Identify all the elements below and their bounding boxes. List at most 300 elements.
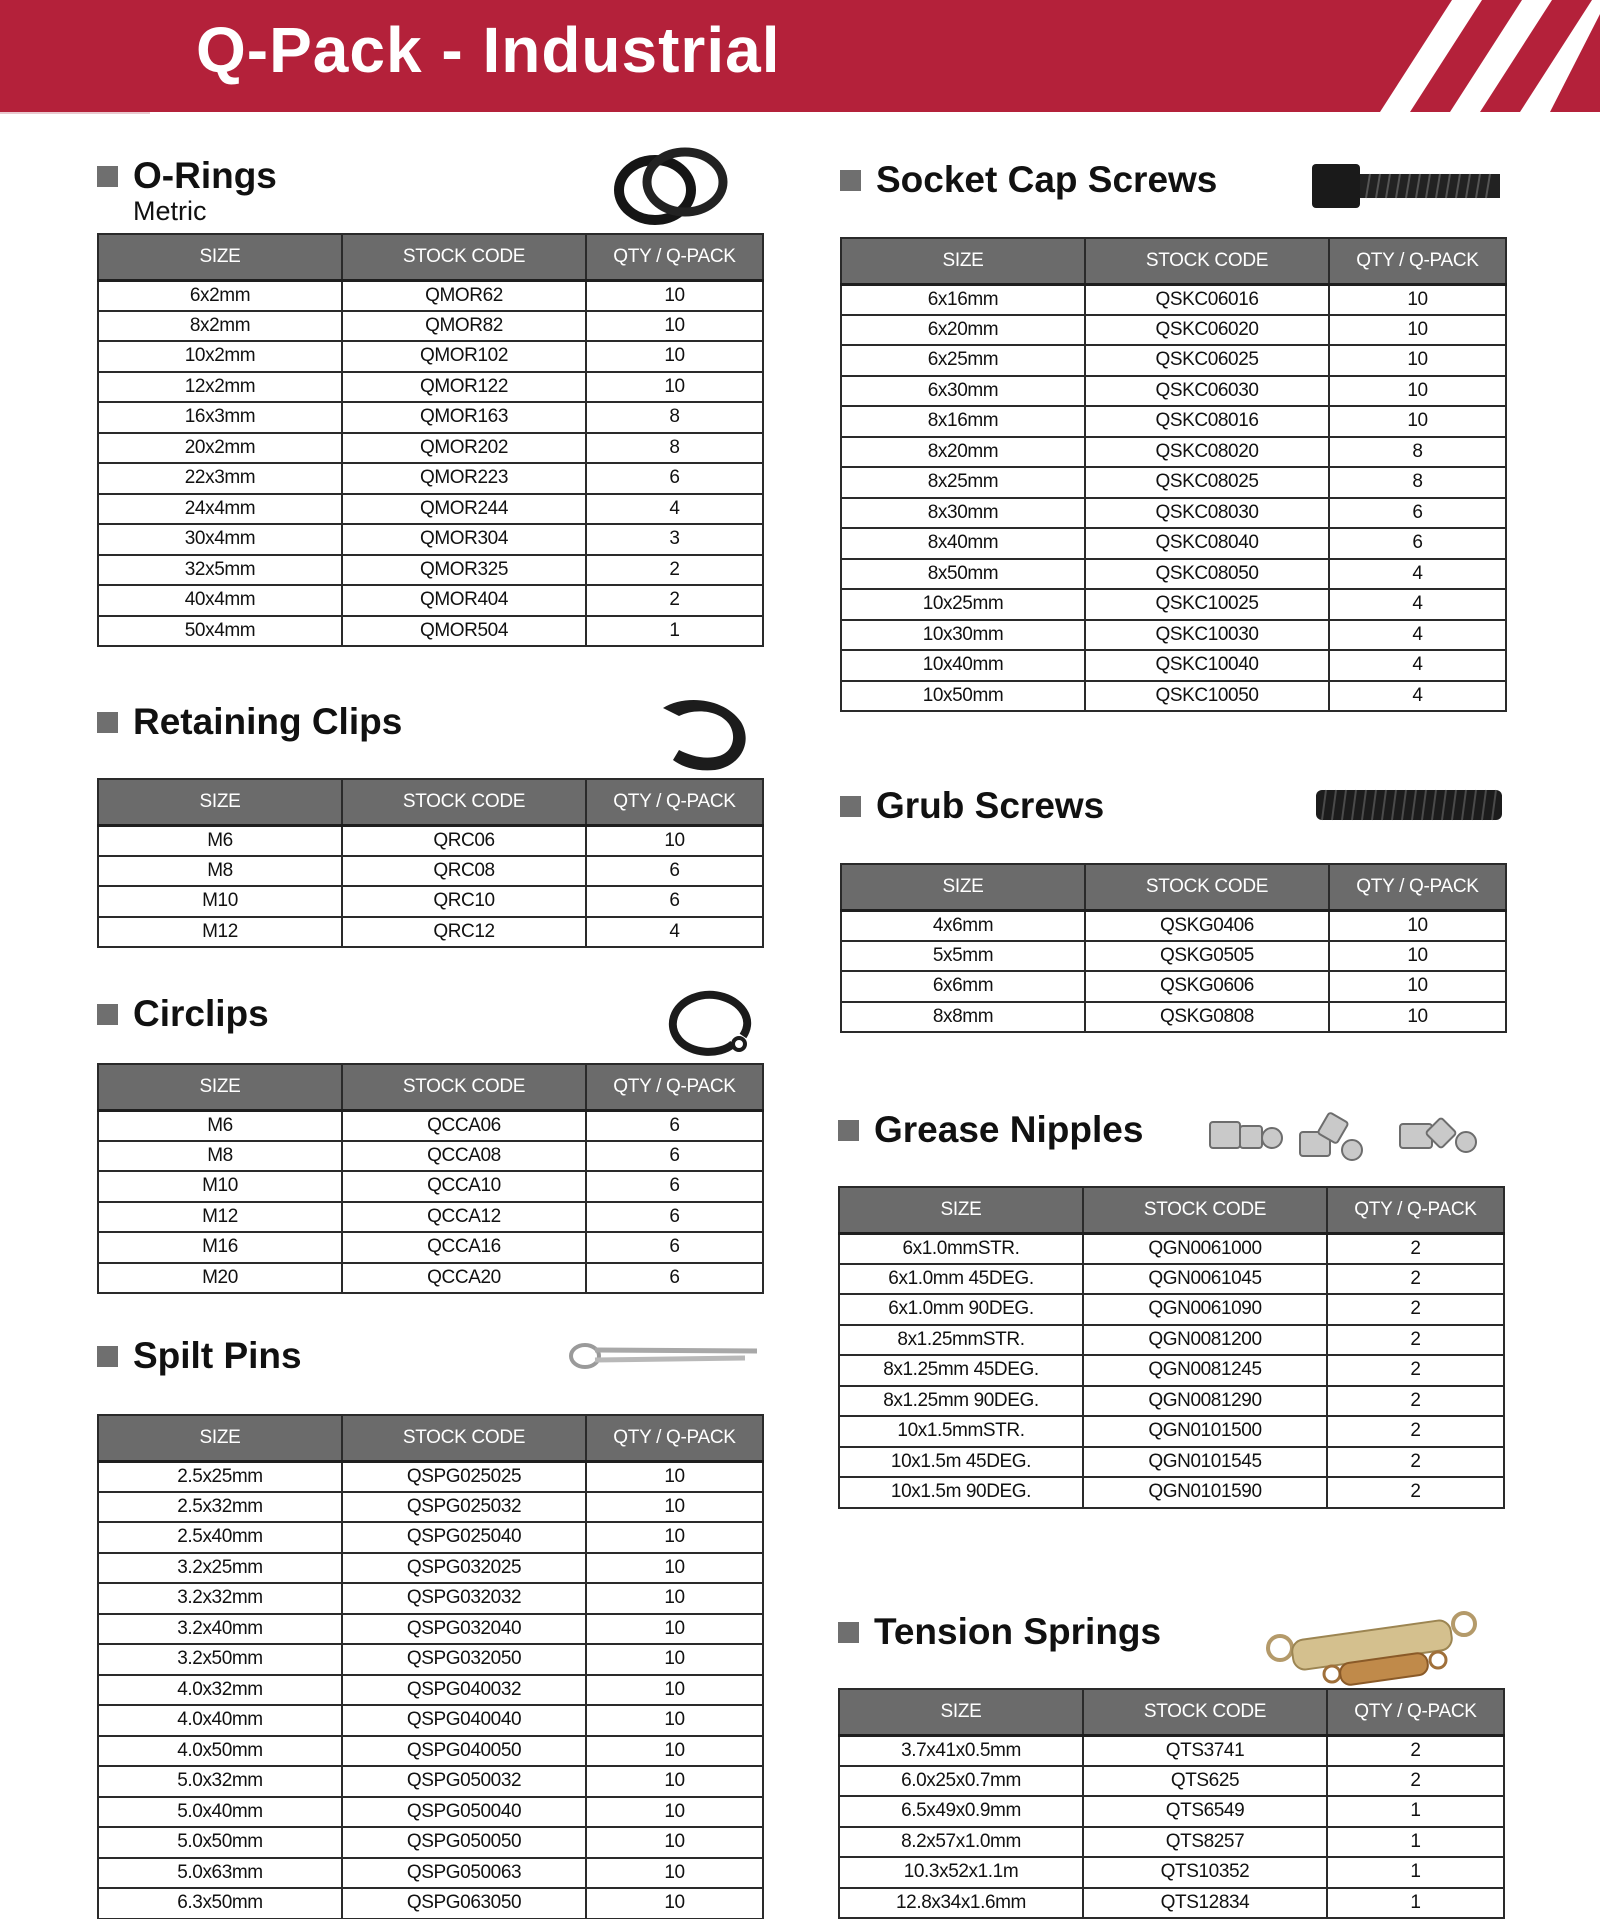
table-row — [98, 1675, 763, 1706]
size-cell: 6x1.0mm 90DEG. — [839, 1294, 1083, 1325]
stock-code-cell: QMOR102 — [342, 341, 586, 372]
bullet-square — [840, 796, 861, 817]
table-row — [98, 1705, 763, 1736]
qty-cell: 6 — [586, 1110, 763, 1141]
size-cell: 32x5mm — [98, 555, 342, 586]
size-cell: 6x1.0mm 45DEG. — [839, 1264, 1083, 1295]
qty-cell: 1 — [586, 616, 763, 647]
table-row — [98, 1461, 763, 1492]
size-cell: 40x4mm — [98, 585, 342, 616]
stock-code-cell: QTS625 — [1083, 1766, 1327, 1797]
qty-cell: 2 — [1327, 1233, 1504, 1264]
bullet-square — [97, 166, 118, 187]
size-cell: 10x1.5m 90DEG. — [839, 1477, 1083, 1508]
stock-code-cell: QSKG0808 — [1085, 1002, 1329, 1033]
size-cell: 8.2x57x1.0mm — [839, 1827, 1083, 1858]
stock-code-cell: QMOR202 — [342, 433, 586, 464]
table-row — [839, 1325, 1504, 1356]
qty-cell: 10 — [586, 1644, 763, 1675]
table-row — [839, 1888, 1504, 1919]
section-title: Grub Screws — [876, 785, 1105, 826]
table-row — [98, 1644, 763, 1675]
qty-cell: 2 — [1327, 1447, 1504, 1478]
stock-code-cell: QSPG050050 — [342, 1827, 586, 1858]
table-row — [98, 1202, 763, 1233]
table-row — [841, 620, 1506, 651]
qty-cell: 10 — [586, 341, 763, 372]
column-header-qty: QTY / Q-PACK — [586, 779, 763, 825]
table-row — [98, 463, 763, 494]
stock-code-cell: QCCA08 — [342, 1141, 586, 1172]
grub-screw-image — [1314, 786, 1504, 824]
stock-code-cell: QCCA06 — [342, 1110, 586, 1141]
stock-code-cell: QGN0061090 — [1083, 1294, 1327, 1325]
stock-code-cell: QSKC06020 — [1085, 315, 1329, 346]
decorative-stripes — [1340, 0, 1600, 112]
column-header-size: SIZE — [841, 238, 1085, 284]
qty-cell: 10 — [586, 1675, 763, 1706]
stock-code-cell: QSKC06025 — [1085, 345, 1329, 376]
stock-code-cell: QSPG050040 — [342, 1797, 586, 1828]
table-row — [841, 284, 1506, 315]
size-cell: M8 — [98, 856, 342, 887]
stock-code-cell: QSKC10025 — [1085, 589, 1329, 620]
column-header-stock-code: STOCK CODE — [1083, 1187, 1327, 1233]
table-row — [98, 1110, 763, 1141]
qty-cell: 4 — [586, 494, 763, 525]
grease-nipples-table — [838, 1186, 1505, 1509]
section-title: Spilt Pins — [133, 1335, 302, 1376]
table-row — [841, 406, 1506, 437]
qty-cell: 4 — [1329, 559, 1506, 590]
stock-code-cell: QCCA20 — [342, 1263, 586, 1294]
qty-cell: 10 — [586, 280, 763, 311]
size-cell: 8x25mm — [841, 467, 1085, 498]
qty-cell: 10 — [1329, 971, 1506, 1002]
table-row — [98, 372, 763, 403]
size-cell: 5.0x32mm — [98, 1766, 342, 1797]
column-header-size: SIZE — [839, 1187, 1083, 1233]
column-header-size: SIZE — [98, 234, 342, 280]
qty-cell: 10 — [586, 1766, 763, 1797]
stock-code-cell: QTS8257 — [1083, 1827, 1327, 1858]
table-row — [839, 1477, 1504, 1508]
table-row — [98, 1888, 763, 1919]
table-row — [841, 650, 1506, 681]
table-row — [839, 1827, 1504, 1858]
size-cell: M12 — [98, 1202, 342, 1233]
table-row — [98, 341, 763, 372]
table-row — [841, 971, 1506, 1002]
size-cell: 8x20mm — [841, 437, 1085, 468]
column-header-qty: QTY / Q-PACK — [586, 1064, 763, 1110]
stock-code-cell: QRC10 — [342, 886, 586, 917]
table-row — [839, 1766, 1504, 1797]
table-row — [98, 433, 763, 464]
size-cell: 6x25mm — [841, 345, 1085, 376]
stock-code-cell: QSKC10040 — [1085, 650, 1329, 681]
column-header-size: SIZE — [841, 864, 1085, 910]
qty-cell: 10 — [1329, 376, 1506, 407]
section-title: O-Rings — [133, 155, 277, 196]
qty-cell: 2 — [586, 585, 763, 616]
column-header-stock-code: STOCK CODE — [1085, 238, 1329, 284]
qty-cell: 3 — [586, 524, 763, 555]
qty-cell: 10 — [586, 1492, 763, 1523]
qty-cell: 10 — [586, 1614, 763, 1645]
qty-cell: 6 — [586, 463, 763, 494]
stock-code-cell: QSKC10030 — [1085, 620, 1329, 651]
split-pin-image — [567, 1334, 762, 1374]
stock-code-cell: QCCA16 — [342, 1232, 586, 1263]
column-header-size: SIZE — [98, 779, 342, 825]
qty-cell: 10 — [1329, 345, 1506, 376]
qty-cell: 10 — [586, 1888, 763, 1919]
qty-cell: 4 — [1329, 620, 1506, 651]
stock-code-cell: QSKG0406 — [1085, 910, 1329, 941]
table-row — [839, 1355, 1504, 1386]
qty-cell: 1 — [1327, 1796, 1504, 1827]
socket-cap-screw-image — [1310, 160, 1505, 212]
qty-cell: 10 — [1329, 284, 1506, 315]
size-cell: 6x1.0mmSTR. — [902, 1237, 1020, 1259]
size-cell: M16 — [98, 1232, 342, 1263]
retaining-clips-table — [97, 778, 764, 948]
stock-code-cell: QRC08 — [342, 856, 586, 887]
column-header-qty: QTY / Q-PACK — [586, 234, 763, 280]
table-row — [839, 1233, 1504, 1264]
size-cell: 12.8x34x1.6mm — [839, 1888, 1083, 1919]
stock-code-cell: QGN0101500 — [1083, 1416, 1327, 1447]
header-underline — [0, 112, 150, 114]
stock-code-cell: QSPG032025 — [342, 1553, 586, 1584]
size-cell: M6 — [207, 829, 233, 851]
column-header-stock-code: STOCK CODE — [342, 1415, 586, 1461]
qty-cell: 6 — [586, 1232, 763, 1263]
size-cell: 3.2x50mm — [98, 1644, 342, 1675]
size-cell: 20x2mm — [98, 433, 342, 464]
stock-code-cell: QTS12834 — [1083, 1888, 1327, 1919]
stock-code-cell: QSKC06016 — [1085, 284, 1329, 315]
stock-code-cell: QSKC06030 — [1085, 376, 1329, 407]
table-row — [98, 311, 763, 342]
table-row — [98, 1736, 763, 1767]
qty-cell: 10 — [586, 1522, 763, 1553]
table-row — [98, 886, 763, 917]
section-title: Grease Nipples — [874, 1109, 1144, 1150]
stock-code-cell: QGN0081245 — [1083, 1355, 1327, 1386]
qty-cell: 4 — [1329, 650, 1506, 681]
table-row — [98, 917, 763, 948]
table-row — [98, 1797, 763, 1828]
size-cell: M6 — [207, 1114, 233, 1136]
qty-cell: 2 — [1327, 1325, 1504, 1356]
bullet-square — [97, 1346, 118, 1367]
size-cell: 8x40mm — [841, 528, 1085, 559]
qty-cell: 4 — [1329, 681, 1506, 712]
stock-code-cell: QSKC08050 — [1085, 559, 1329, 590]
size-cell: 4.0x32mm — [98, 1675, 342, 1706]
size-cell: 5.0x40mm — [98, 1797, 342, 1828]
section-title: Tension Springs — [874, 1611, 1162, 1652]
table-row — [98, 1232, 763, 1263]
qty-cell: 2 — [1327, 1766, 1504, 1797]
stock-code-cell: QSKG0505 — [1085, 941, 1329, 972]
table-row — [98, 1263, 763, 1294]
size-cell: 10x40mm — [841, 650, 1085, 681]
size-cell: 6x30mm — [841, 376, 1085, 407]
size-cell: 8x1.25mm 45DEG. — [839, 1355, 1083, 1386]
table-row — [98, 1583, 763, 1614]
bullet-square — [97, 1004, 118, 1025]
stock-code-cell: QMOR62 — [342, 280, 586, 311]
qty-cell: 10 — [1329, 941, 1506, 972]
size-cell: 2.5x40mm — [98, 1522, 342, 1553]
table-row — [98, 616, 763, 647]
size-cell: 2.5x32mm — [98, 1492, 342, 1523]
qty-cell: 10 — [586, 1583, 763, 1614]
table-row — [839, 1416, 1504, 1447]
o-rings-table — [97, 233, 764, 647]
section-circlips — [97, 988, 762, 1048]
table-row — [841, 315, 1506, 346]
size-cell: 3.2x40mm — [98, 1614, 342, 1645]
stock-code-cell: QSPG050032 — [342, 1766, 586, 1797]
qty-cell: 10 — [586, 1827, 763, 1858]
column-header-size: SIZE — [98, 1064, 342, 1110]
column-header-stock-code: STOCK CODE — [342, 234, 586, 280]
grub-screws-table — [840, 863, 1507, 1033]
qty-cell: 10 — [586, 1705, 763, 1736]
stock-code-cell: QGN0061000 — [1083, 1233, 1327, 1264]
circlips-table — [97, 1063, 764, 1294]
size-cell: 4x6mm — [932, 914, 994, 936]
size-cell: 8x16mm — [841, 406, 1085, 437]
table-row — [839, 1796, 1504, 1827]
section-subtitle: Metric — [133, 196, 207, 226]
size-cell: 8x50mm — [841, 559, 1085, 590]
qty-cell: 10 — [586, 1736, 763, 1767]
size-cell: M12 — [98, 917, 342, 948]
table-row — [98, 1553, 763, 1584]
qty-cell: 8 — [586, 433, 763, 464]
size-cell: 8x8mm — [841, 1002, 1085, 1033]
size-cell: M20 — [98, 1263, 342, 1294]
bullet-square — [838, 1120, 859, 1141]
table-row — [98, 524, 763, 555]
section-split-pins — [97, 1330, 762, 1390]
qty-cell: 1 — [1327, 1888, 1504, 1919]
section-o-rings — [97, 150, 762, 226]
qty-cell: 10 — [586, 1858, 763, 1889]
qty-cell: 10 — [586, 1797, 763, 1828]
section-tension-springs — [838, 1606, 1503, 1666]
stock-code-cell: QSPG025040 — [342, 1522, 586, 1553]
stock-code-cell: QMOR163 — [342, 402, 586, 433]
table-row — [841, 559, 1506, 590]
stock-code-cell: QMOR244 — [342, 494, 586, 525]
column-header-stock-code: STOCK CODE — [1083, 1689, 1327, 1735]
table-row — [841, 589, 1506, 620]
size-cell: 6.3x50mm — [98, 1888, 342, 1919]
stock-code-cell: QSPG040040 — [342, 1705, 586, 1736]
size-cell: 8x2mm — [98, 311, 342, 342]
size-cell: 5.0x63mm — [98, 1858, 342, 1889]
section-title: Circlips — [133, 993, 269, 1034]
size-cell: 6x20mm — [841, 315, 1085, 346]
bullet-square — [97, 712, 118, 733]
size-cell: 30x4mm — [98, 524, 342, 555]
qty-cell: 2 — [1327, 1477, 1504, 1508]
qty-cell: 6 — [586, 1171, 763, 1202]
size-cell: 10x25mm — [841, 589, 1085, 620]
qty-cell: 2 — [1327, 1386, 1504, 1417]
stock-code-cell: QMOR325 — [342, 555, 586, 586]
stock-code-cell: QMOR404 — [342, 585, 586, 616]
table-row — [98, 585, 763, 616]
qty-cell: 8 — [1329, 437, 1506, 468]
section-title: Socket Cap Screws — [876, 159, 1218, 200]
section-retaining-clips — [97, 696, 762, 756]
size-cell: 10x1.5m 45DEG. — [839, 1447, 1083, 1478]
qty-cell: 1 — [1327, 1827, 1504, 1858]
table-row — [98, 402, 763, 433]
stock-code-cell: QSPG025032 — [342, 1492, 586, 1523]
stock-code-cell: QGN0101545 — [1083, 1447, 1327, 1478]
table-row — [98, 1492, 763, 1523]
stock-code-cell: QSKC08016 — [1085, 406, 1329, 437]
qty-cell: 6 — [586, 886, 763, 917]
qty-cell: 10 — [586, 825, 763, 856]
stock-code-cell: QSKC08040 — [1085, 528, 1329, 559]
size-cell: 5x5mm — [841, 941, 1085, 972]
size-cell: 4.0x50mm — [98, 1736, 342, 1767]
qty-cell: 10 — [586, 1553, 763, 1584]
size-cell: M10 — [98, 886, 342, 917]
qty-cell: 4 — [586, 917, 763, 948]
bullet-square — [840, 170, 861, 191]
qty-cell: 2 — [1327, 1294, 1504, 1325]
stock-code-cell: QGN0081200 — [1083, 1325, 1327, 1356]
qty-cell: 2 — [1327, 1264, 1504, 1295]
table-row — [841, 681, 1506, 712]
stock-code-cell: QSKC10050 — [1085, 681, 1329, 712]
table-row — [841, 1002, 1506, 1033]
section-grub-screws — [840, 780, 1505, 840]
tension-spring-image — [1258, 1600, 1498, 1690]
stock-code-cell: QMOR304 — [342, 524, 586, 555]
table-row — [98, 1171, 763, 1202]
size-cell: 8x1.25mm 90DEG. — [839, 1386, 1083, 1417]
column-header-stock-code: STOCK CODE — [342, 779, 586, 825]
split-pins-table — [97, 1414, 764, 1919]
column-header-qty: QTY / Q-PACK — [586, 1415, 763, 1461]
circlip-image — [663, 988, 755, 1060]
qty-cell: 1 — [1327, 1857, 1504, 1888]
stock-code-cell: QGN0061045 — [1083, 1264, 1327, 1295]
stock-code-cell: QMOR82 — [342, 311, 586, 342]
qty-cell: 6 — [586, 856, 763, 887]
socket-cap-screws-table — [840, 237, 1507, 712]
qty-cell: 10 — [1329, 406, 1506, 437]
stock-code-cell: QTS10352 — [1083, 1857, 1327, 1888]
column-header-qty: QTY / Q-PACK — [1327, 1187, 1504, 1233]
table-row — [841, 528, 1506, 559]
table-row — [839, 1386, 1504, 1417]
size-cell: 16x3mm — [98, 402, 342, 433]
page-title: Q-Pack - Industrial — [196, 14, 781, 86]
size-cell: M8 — [98, 1141, 342, 1172]
stock-code-cell: QSKC08025 — [1085, 467, 1329, 498]
column-header-stock-code: STOCK CODE — [1085, 864, 1329, 910]
qty-cell: 10 — [586, 1461, 763, 1492]
stock-code-cell: QSKC08020 — [1085, 437, 1329, 468]
table-row — [841, 345, 1506, 376]
stock-code-cell: QCCA12 — [342, 1202, 586, 1233]
qty-cell: 6 — [586, 1202, 763, 1233]
table-row — [98, 555, 763, 586]
qty-cell: 2 — [1327, 1416, 1504, 1447]
table-row — [98, 1614, 763, 1645]
stock-code-cell: QMOR122 — [342, 372, 586, 403]
stock-code-cell: QTS6549 — [1083, 1796, 1327, 1827]
table-row — [98, 1858, 763, 1889]
qty-cell: 6 — [586, 1141, 763, 1172]
column-header-size: SIZE — [98, 1415, 342, 1461]
size-cell: 10x30mm — [841, 620, 1085, 651]
column-header-stock-code: STOCK CODE — [342, 1064, 586, 1110]
stock-code-cell: QMOR504 — [342, 616, 586, 647]
stock-code-cell: QSPG050063 — [342, 1858, 586, 1889]
qty-cell: 10 — [586, 372, 763, 403]
qty-cell: 10 — [1329, 315, 1506, 346]
table-row — [98, 494, 763, 525]
size-cell: 3.2x32mm — [98, 1583, 342, 1614]
column-header-qty: QTY / Q-PACK — [1327, 1689, 1504, 1735]
table-row — [98, 280, 763, 311]
qty-cell: 6 — [586, 1263, 763, 1294]
table-row — [98, 856, 763, 887]
stock-code-cell: QSPG040050 — [342, 1736, 586, 1767]
section-grease-nipples — [838, 1104, 1503, 1164]
table-row — [98, 1766, 763, 1797]
qty-cell: 4 — [1329, 589, 1506, 620]
size-cell: 5.0x50mm — [98, 1827, 342, 1858]
retaining-clip-image — [645, 690, 757, 780]
table-row — [98, 825, 763, 856]
stock-code-cell: QCCA10 — [342, 1171, 586, 1202]
stock-code-cell: QGN0081290 — [1083, 1386, 1327, 1417]
table-row — [98, 1141, 763, 1172]
stock-code-cell: QMOR223 — [342, 463, 586, 494]
size-cell: 8x1.25mmSTR. — [839, 1325, 1083, 1356]
stock-code-cell: QSPG032050 — [342, 1644, 586, 1675]
table-row — [841, 910, 1506, 941]
page-header — [0, 0, 1600, 112]
size-cell: 6x6mm — [841, 971, 1085, 1002]
size-cell: 22x3mm — [98, 463, 342, 494]
size-cell: 4.0x40mm — [98, 1705, 342, 1736]
size-cell: 50x4mm — [98, 616, 342, 647]
size-cell: 10x50mm — [841, 681, 1085, 712]
stock-code-cell: QRC12 — [342, 917, 586, 948]
stock-code-cell: QSKC08030 — [1085, 498, 1329, 529]
stock-code-cell: QSPG040032 — [342, 1675, 586, 1706]
stock-code-cell: QSPG032040 — [342, 1614, 586, 1645]
grease-nipple-image — [1204, 1106, 1504, 1172]
table-row — [839, 1857, 1504, 1888]
size-cell: 8x30mm — [841, 498, 1085, 529]
